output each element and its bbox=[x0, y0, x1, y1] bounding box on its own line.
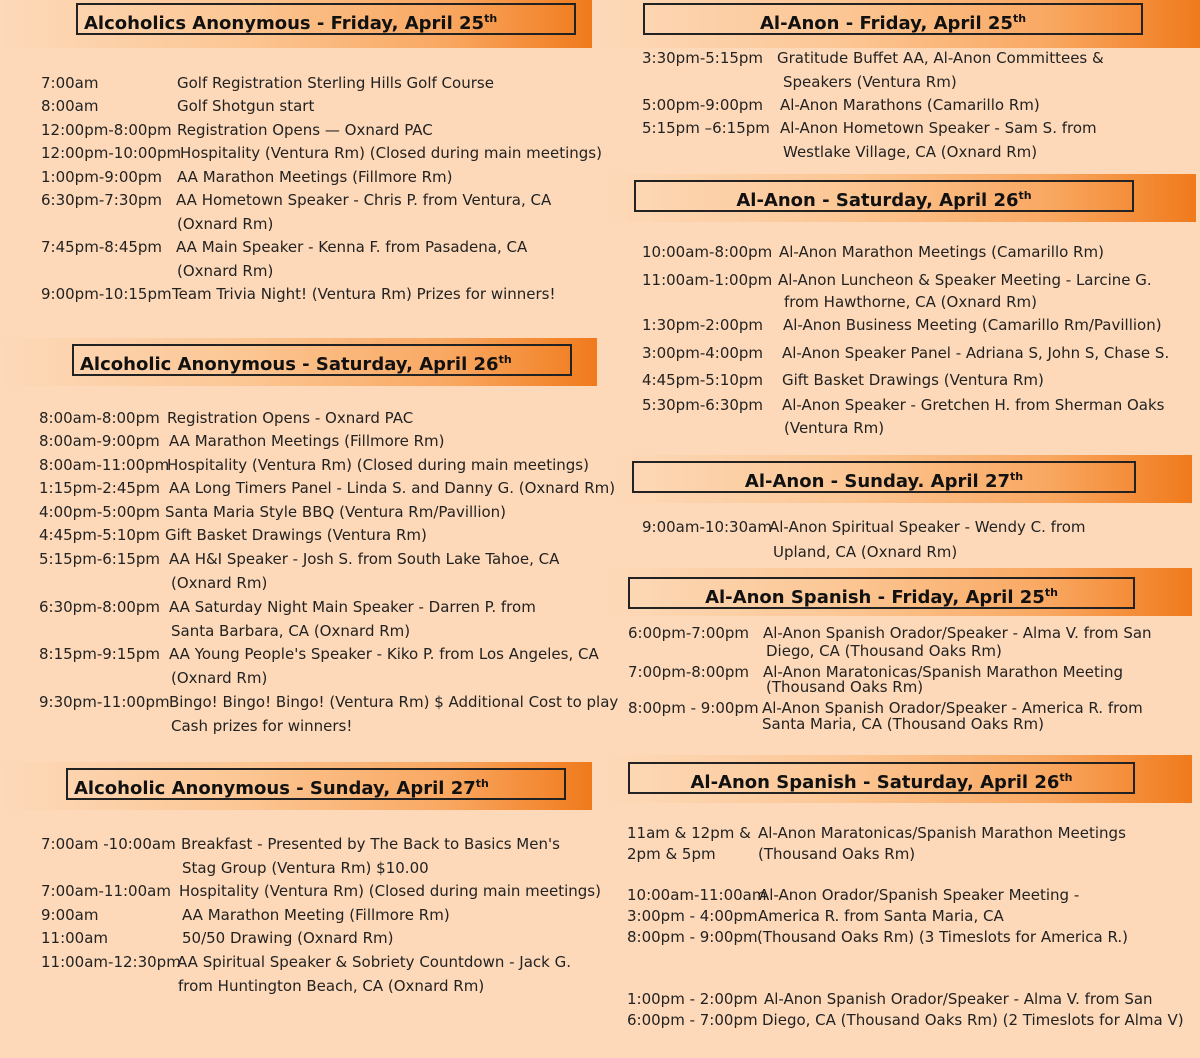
band-spanish-friday bbox=[604, 568, 1192, 616]
band-spanish-saturday bbox=[604, 755, 1192, 803]
band-aa-saturday bbox=[0, 338, 597, 386]
heading-spanish-saturday: Al-Anon Spanish - Saturday, April 26th bbox=[628, 762, 1135, 794]
heading-aa-friday: Alcoholics Anonymous - Friday, April 25th bbox=[76, 3, 576, 35]
band-aa-friday bbox=[0, 0, 592, 48]
heading-aa-saturday: Alcoholic Anonymous - Saturday, April 26th bbox=[72, 344, 572, 376]
heading-aa-sunday: Alcoholic Anonymous - Sunday, April 27th bbox=[66, 768, 566, 800]
band-alanon-sunday bbox=[610, 455, 1192, 503]
band-aa-sunday bbox=[0, 762, 592, 810]
band-alanon-friday bbox=[597, 0, 1200, 48]
heading-alanon-sunday: Al-Anon - Sunday. April 27th bbox=[632, 461, 1136, 493]
band-alanon-saturday bbox=[604, 174, 1196, 222]
heading-spanish-friday: Al-Anon Spanish - Friday, April 25th bbox=[628, 577, 1135, 609]
heading-alanon-friday: Al-Anon - Friday, April 25th bbox=[643, 3, 1143, 35]
heading-alanon-saturday: Al-Anon - Saturday, April 26th bbox=[634, 180, 1134, 212]
